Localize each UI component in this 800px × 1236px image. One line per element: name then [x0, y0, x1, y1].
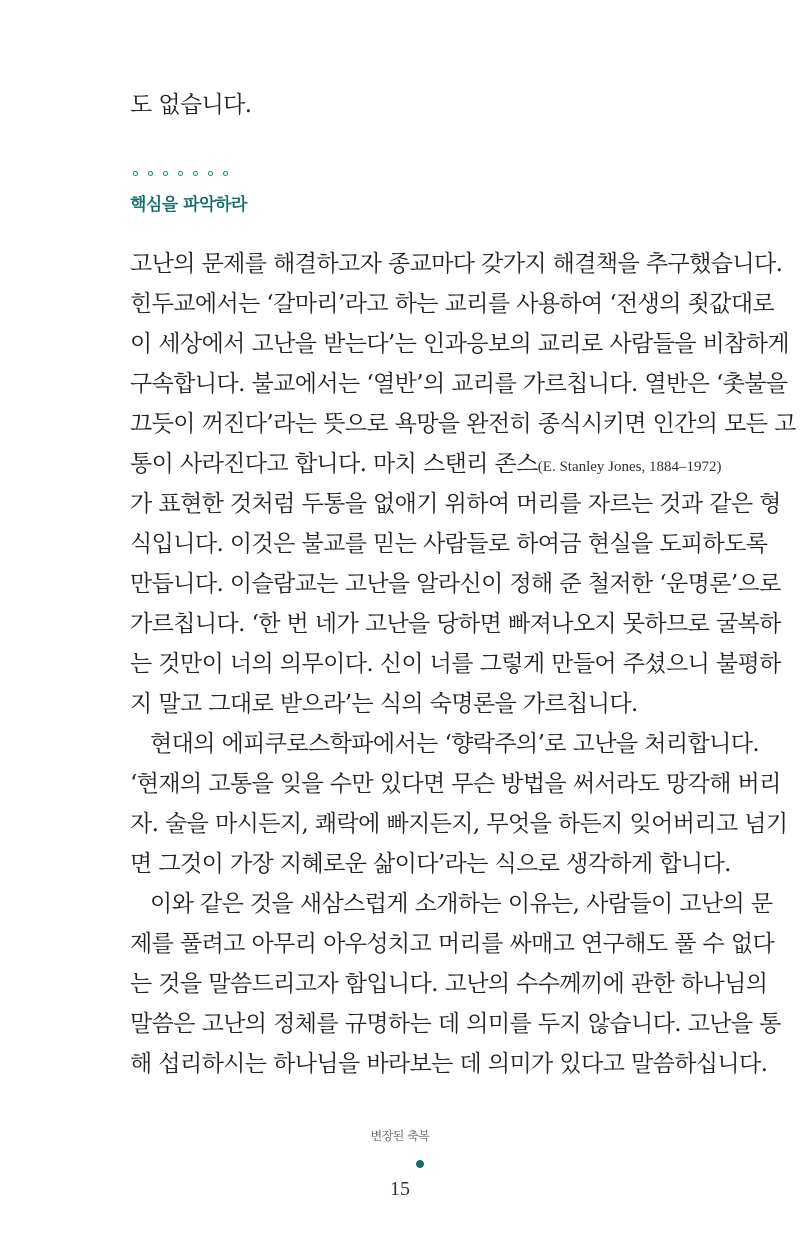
p3-line-5: 해 섭리하시는 하나님을 바라보는 데 의미가 있다고 말씀하십니다. [130, 1051, 768, 1077]
section-heading: 핵심을 파악하라 [130, 195, 247, 215]
p1-line-3: 이 세상에서 고난을 받는다’는 인과응보의 교리로 사람들을 비참하게 [130, 331, 789, 357]
continued-line: 도 없습니다. [130, 92, 252, 118]
p3-line-4: 말씀은 고난의 정체를 규명하는 데 의미를 두지 않습니다. 고난을 통 [130, 1011, 781, 1037]
p3-line-2: 제를 풀려고 아무리 아우성치고 머리를 싸매고 연구해도 풀 수 없다 [130, 931, 775, 957]
ornament-dot [148, 171, 153, 176]
ornament-dot [223, 171, 228, 176]
p1-line-2: 힌두교에서는 ‘갈마리’라고 하는 교리를 사용하여 ‘전생의 죗값대로 [130, 291, 775, 317]
p1-line-8: 식입니다. 이것은 불교를 믿는 사람들로 하여금 현실을 도피하도록 [130, 531, 768, 557]
ornament-dot [178, 171, 183, 176]
ornament-dot [193, 171, 198, 176]
running-footer-title: 변장된 축복 [370, 1129, 430, 1143]
section-dots-ornament [133, 171, 228, 176]
ornament-dot [133, 171, 138, 176]
p2-line-2: ‘현재의 고통을 잊을 수만 있다면 무슨 방법을 써서라도 망각해 버리 [130, 771, 781, 797]
p1-line-10: 가르칩니다. ‘한 번 네가 고난을 당하면 빠져나오지 못하므로 굴복하 [130, 611, 781, 637]
footer-dot-ornament [416, 1160, 424, 1168]
p2-line-4: 면 그것이 가장 지혜로운 삶이다’라는 식으로 생각하게 합니다. [130, 851, 731, 877]
name-annotation: (E. Stanley Jones, 1884–1972) [537, 459, 722, 475]
p3-line-3: 는 것을 말씀드리고자 함입니다. 고난의 수수께끼에 관한 하나님의 [130, 971, 768, 997]
p1-line-6-text: 통이 사라진다고 합니다. 마치 스탠리 존스 [130, 451, 538, 477]
p1-line-1: 고난의 문제를 해결하고자 종교마다 갖가지 해결책을 추구했습니다. [130, 251, 783, 277]
ornament-dot [163, 171, 168, 176]
page-number: 15 [390, 1178, 410, 1200]
ornament-dot [208, 171, 213, 176]
p2-line-3: 자. 술을 마시든지, 쾌락에 빠지든지, 무엇을 하든지 잊어버리고 넘기 [130, 811, 788, 837]
p1-line-6 [130, 444, 722, 484]
p1-line-11: 는 것만이 너의 의무이다. 신이 너를 그렇게 만들어 주셨으니 불평하 [130, 651, 781, 677]
p1-line-7: 가 표현한 것처럼 두통을 없애기 위하여 머리를 자르는 것과 같은 형 [130, 491, 781, 517]
p1-line-12: 지 말고 그대로 받으라’는 식의 숙명론을 가르칩니다. [130, 691, 638, 717]
p1-line-4: 구속합니다. 불교에서는 ‘열반’의 교리를 가르칩니다. 열반은 ‘촛불을 [130, 371, 788, 397]
p1-line-9: 만듭니다. 이슬람교는 고난을 알라신이 정해 준 철저한 ‘운명론’으로 [130, 571, 781, 597]
p1-line-5: 끄듯이 꺼진다’라는 뜻으로 욕망을 완전히 종식시키면 인간의 모든 고 [130, 411, 796, 437]
p2-line-1: 현대의 에피쿠로스학파에서는 ‘향락주의’로 고난을 처리합니다. [150, 731, 760, 757]
p3-line-1: 이와 같은 것을 새삼스럽게 소개하는 이유는, 사람들이 고난의 문 [150, 891, 773, 917]
